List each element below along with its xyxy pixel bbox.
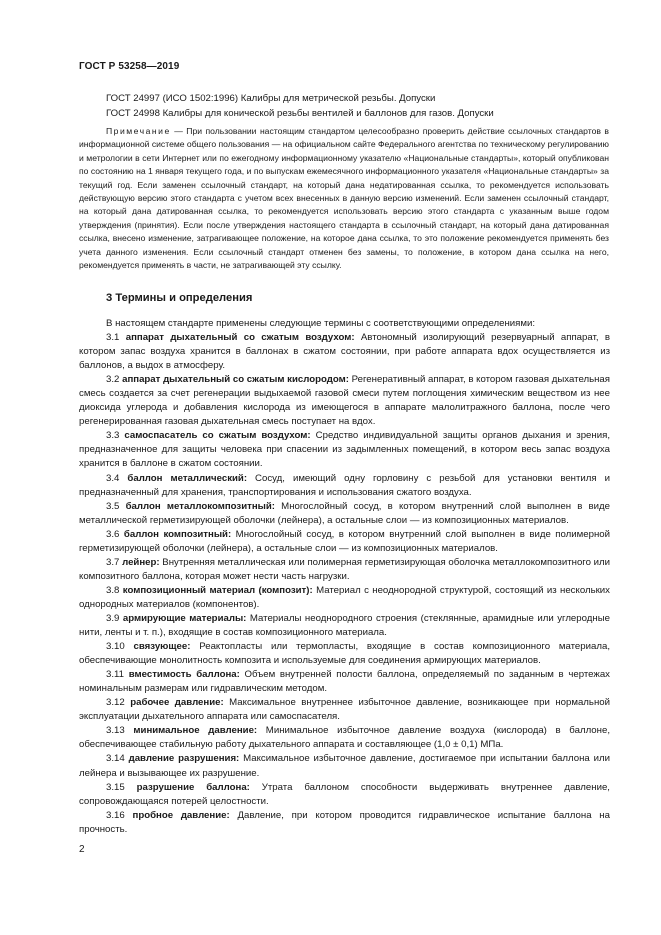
term-name: баллон металлический: — [127, 472, 248, 484]
term-text: Давление, при котором проводится гидравлическое испытание баллона на прочность. — [79, 809, 610, 835]
section-intro: В настоящем стандарте применены следующие термины с соответствующими определениями: — [106, 318, 536, 329]
term-number: 3.1 — [106, 332, 120, 344]
term-definition — [79, 696, 610, 724]
term-name: композиционный материал (композит): — [122, 584, 313, 596]
term-definition — [79, 809, 610, 837]
term-number: 3.10 — [106, 641, 125, 653]
document-header: ГОСТ Р 53258—2019 — [79, 61, 180, 72]
term-definition — [79, 584, 610, 612]
term-name: минимальное давление: — [133, 725, 258, 737]
term-definition — [79, 528, 610, 556]
term-number: 3.6 — [106, 528, 120, 540]
term-definition — [79, 724, 610, 752]
term-text: Многослойный сосуд, в котором внутренний слой выполнен в виде полимерной герметизирующей оболочки (лейнера), а остальные слои — из композиционных материалов. — [79, 528, 611, 554]
term-name: связующее: — [133, 641, 191, 653]
term-number: 3.5 — [106, 500, 120, 512]
term-name: армирующие материалы: — [122, 612, 247, 624]
note-paragraph — [79, 125, 609, 272]
term-text: Многослойный сосуд, в котором внутренний слой выполнен в виде металлической герметизирующей оболочки (лейнера), а остальные слои — из композиционных материалов. — [79, 500, 610, 526]
term-name: вместимость баллона: — [128, 669, 240, 681]
note-label: Примечание — [106, 126, 171, 136]
term-number: 3.7 — [106, 556, 120, 568]
term-number: 3.15 — [106, 781, 125, 793]
term-definition — [79, 640, 610, 668]
term-text: Регенеративный аппарат, в котором газовая дыхательная смесь создается за счет регенерации выдыхаемой газовой смеси путем поглощения химическим веществом из нее диоксида углерода и добавления кислорода из имеющегося в аппарате малолитражного баллона, после чего регенерированная газовая дыхательная смесь поступает на вдох. — [79, 374, 610, 428]
page-number: 2 — [79, 844, 85, 855]
note-text: — При пользовании настоящим стандартом целесообразно проверить действие ссылочных стандартов в информационной системе общего пользования — на официальном сайте Федерального агентства по техническому регулированию и метрологии в сети Интернет или по ежегодному информационному указателю «Национальные стандарты», который опубликован по состоянию на 1 января текущего года, и по выпускам ежемесячного информационного указателя «Национальные стандарты» за текущий год. Если заменен ссылочный стандарт, на который дана недатированная ссылка, то рекомендуется использовать действующую версию этого стандарта с учетом всех внесенных в данную версию изменений. Если заменен ссылочный стандарт, на который дана датированная ссылка, то рекомендуется использовать версию этого стандарта с указанным выше годом утверждения (принятия). Если после утверждения настоящего стандарта в ссылочный стандарт, на который дана датированная ссылка, внесено изменение, затрагивающее положение, на которое дана ссылка, то это положение рекомендуется применять без учета данного изменения. Если ссылочный стандарт отменен без замены, то положение, в котором дана ссылка на него, рекомендуется применять в части, не затрагивающей эту ссылку. — [79, 126, 609, 271]
term-definition — [79, 612, 610, 640]
reference-item: ГОСТ 24997 (ИСО 1502:1996) Калибры для метрической резьбы. Допуски — [106, 93, 436, 104]
term-number: 3.8 — [106, 584, 120, 596]
term-name: давление разрушения: — [128, 753, 240, 765]
term-name: самоспасатель со сжатым воздухом: — [124, 430, 311, 442]
term-number: 3.14 — [106, 753, 125, 765]
term-text: Реактопласты или термопласты, входящие в состав композиционного материала, обеспечивающие монолитность композита и используемые для соединения армирующих материалов. — [79, 641, 610, 667]
term-name: аппарат дыхательный со сжатым кислородом: — [122, 374, 349, 386]
term-name: баллон металлокомпозитный: — [125, 500, 275, 512]
terms-list — [79, 317, 610, 837]
term-number: 3.3 — [106, 430, 120, 442]
term-number: 3.16 — [106, 809, 125, 821]
term-definition — [79, 331, 610, 373]
term-text: Материал с неоднородной структурой, состоящий из нескольких однородных материалов (компонентов). — [79, 584, 610, 610]
term-number: 3.2 — [106, 374, 120, 386]
term-definition — [79, 429, 610, 471]
term-number: 3.4 — [106, 472, 120, 484]
term-text: Объем внутренней полости баллона, определяемый по заданным в чертежах номинальным размерам или гидравлическим методом. — [79, 669, 610, 695]
term-number: 3.9 — [106, 612, 120, 624]
reference-item: ГОСТ 24998 Калибры для конической резьбы вентилей и баллонов для газов. Допуски — [106, 107, 494, 119]
term-number: 3.12 — [106, 697, 125, 709]
term-definition — [79, 556, 610, 584]
term-name: лейнер: — [122, 556, 160, 568]
reference-list — [79, 92, 609, 121]
section-title: 3 Термины и определения — [106, 292, 253, 304]
term-definition — [79, 472, 610, 500]
term-text: Внутренняя металлическая или полимерная герметизирующая оболочка металлокомпозитного или композитного баллона, которая может нести часть нагрузки. — [79, 556, 610, 582]
term-text: Материалы неоднородного строения (стеклянные, арамидные или углеродные нити, ленты и т. п.), входящие в состав композиционного материала. — [79, 612, 610, 639]
term-name: аппарат дыхательный со сжатым воздухом: — [125, 332, 355, 344]
term-name: разрушение баллона: — [136, 781, 250, 793]
term-name: баллон композитный: — [123, 528, 232, 540]
term-text: Минимальное избыточное давление воздуха (кислорода) в баллоне, обеспечивающее стабильную работу дыхательного аппарата и составляющее (1,0 ± 0,1) МПа. — [79, 725, 610, 751]
term-name: пробное давление: — [132, 809, 230, 821]
term-definition — [79, 668, 610, 696]
term-definition — [79, 781, 610, 809]
term-text: Максимальное избыточное давление, достигаемое при испытании баллона или лейнера и вызывающее их разрушение. — [79, 753, 610, 779]
term-definition — [79, 752, 610, 780]
term-text: Максимальное внутреннее избыточное давление, возникающее при нормальной эксплуатации дыхательного аппарата или самоспасателя. — [79, 697, 610, 723]
term-name: рабочее давление: — [130, 697, 224, 709]
term-definition — [79, 373, 610, 429]
term-text: Сосуд, имеющий одну горловину с резьбой для установки вентиля и предназначенный для хранения, транспортирования и использования сжатого воздуха. — [79, 472, 610, 498]
term-text: Средство индивидуальной защиты органов дыхания и зрения, предназначенное для защиты человека при спасении из задымленных помещений, в котором весь запас воздуха хранится в баллоне в сжатом состоянии. — [79, 430, 610, 470]
note-block — [79, 125, 609, 272]
term-text: Автономный изолирующий резервуарный аппарат, в котором запас воздуха хранится в баллонах в сжатом состоянии, при работе аппарата вдох осуществляется из баллонов, а выдох в атмосферу. — [79, 332, 610, 372]
term-number: 3.13 — [106, 725, 125, 737]
term-definition — [79, 500, 610, 528]
term-number: 3.11 — [106, 669, 125, 681]
term-text: Утрата баллоном способности выдерживать внутреннее давление, сопровождающаяся потерей целостности. — [79, 781, 610, 807]
